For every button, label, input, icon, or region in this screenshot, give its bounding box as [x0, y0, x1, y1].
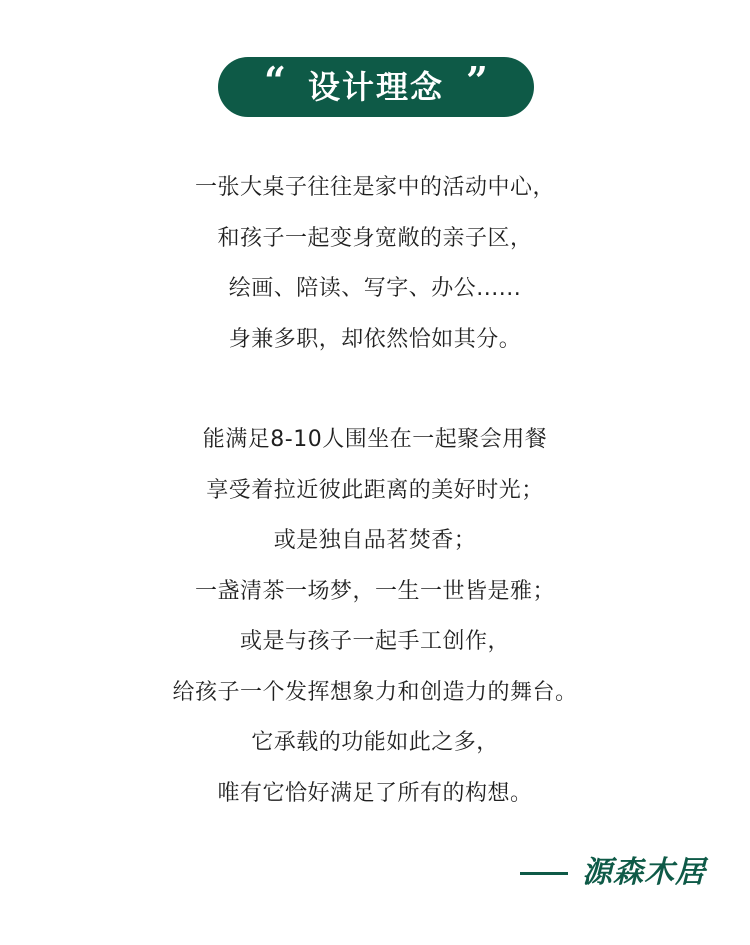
- text-line: 唯有它恰好满足了所有的构想。: [217, 780, 533, 806]
- brand-name: 源森木居: [582, 855, 706, 890]
- text-line: 或是与孩子一起手工创作，: [239, 629, 510, 654]
- text-line: 一盏清茶一场梦，一生一世皆是雅；: [194, 578, 555, 604]
- close-quote-mark: ”: [466, 58, 488, 103]
- paragraph-functions: [0, 415, 750, 819]
- paragraph-intro: [0, 163, 750, 365]
- text-line: 它承载的功能如此之多，: [251, 730, 499, 755]
- text-line: 和孩子一起变身宽敞的亲子区，: [217, 225, 533, 251]
- brand-signature: [520, 852, 706, 894]
- text-line: 给孩子一个发挥想象力和创造力的舞台。: [172, 679, 578, 705]
- section-title: 设计理念: [307, 68, 444, 106]
- signature-dash: [520, 872, 568, 875]
- text-line: 享受着拉近彼此距离的美好时光；: [206, 477, 544, 503]
- section-title-banner: [218, 57, 534, 117]
- open-quote-mark: “: [264, 58, 286, 103]
- text-line: 或是独自品茗焚香；: [273, 528, 477, 553]
- text-line: 能满足8-10人围坐在一起聚会用餐: [202, 427, 548, 452]
- text-line: 身兼多职，却依然恰如其分。: [228, 326, 522, 352]
- text-line: 绘画、陪读、写字、办公......: [228, 276, 522, 301]
- text-line: 一张大桌子往往是家中的活动中心，: [194, 175, 555, 200]
